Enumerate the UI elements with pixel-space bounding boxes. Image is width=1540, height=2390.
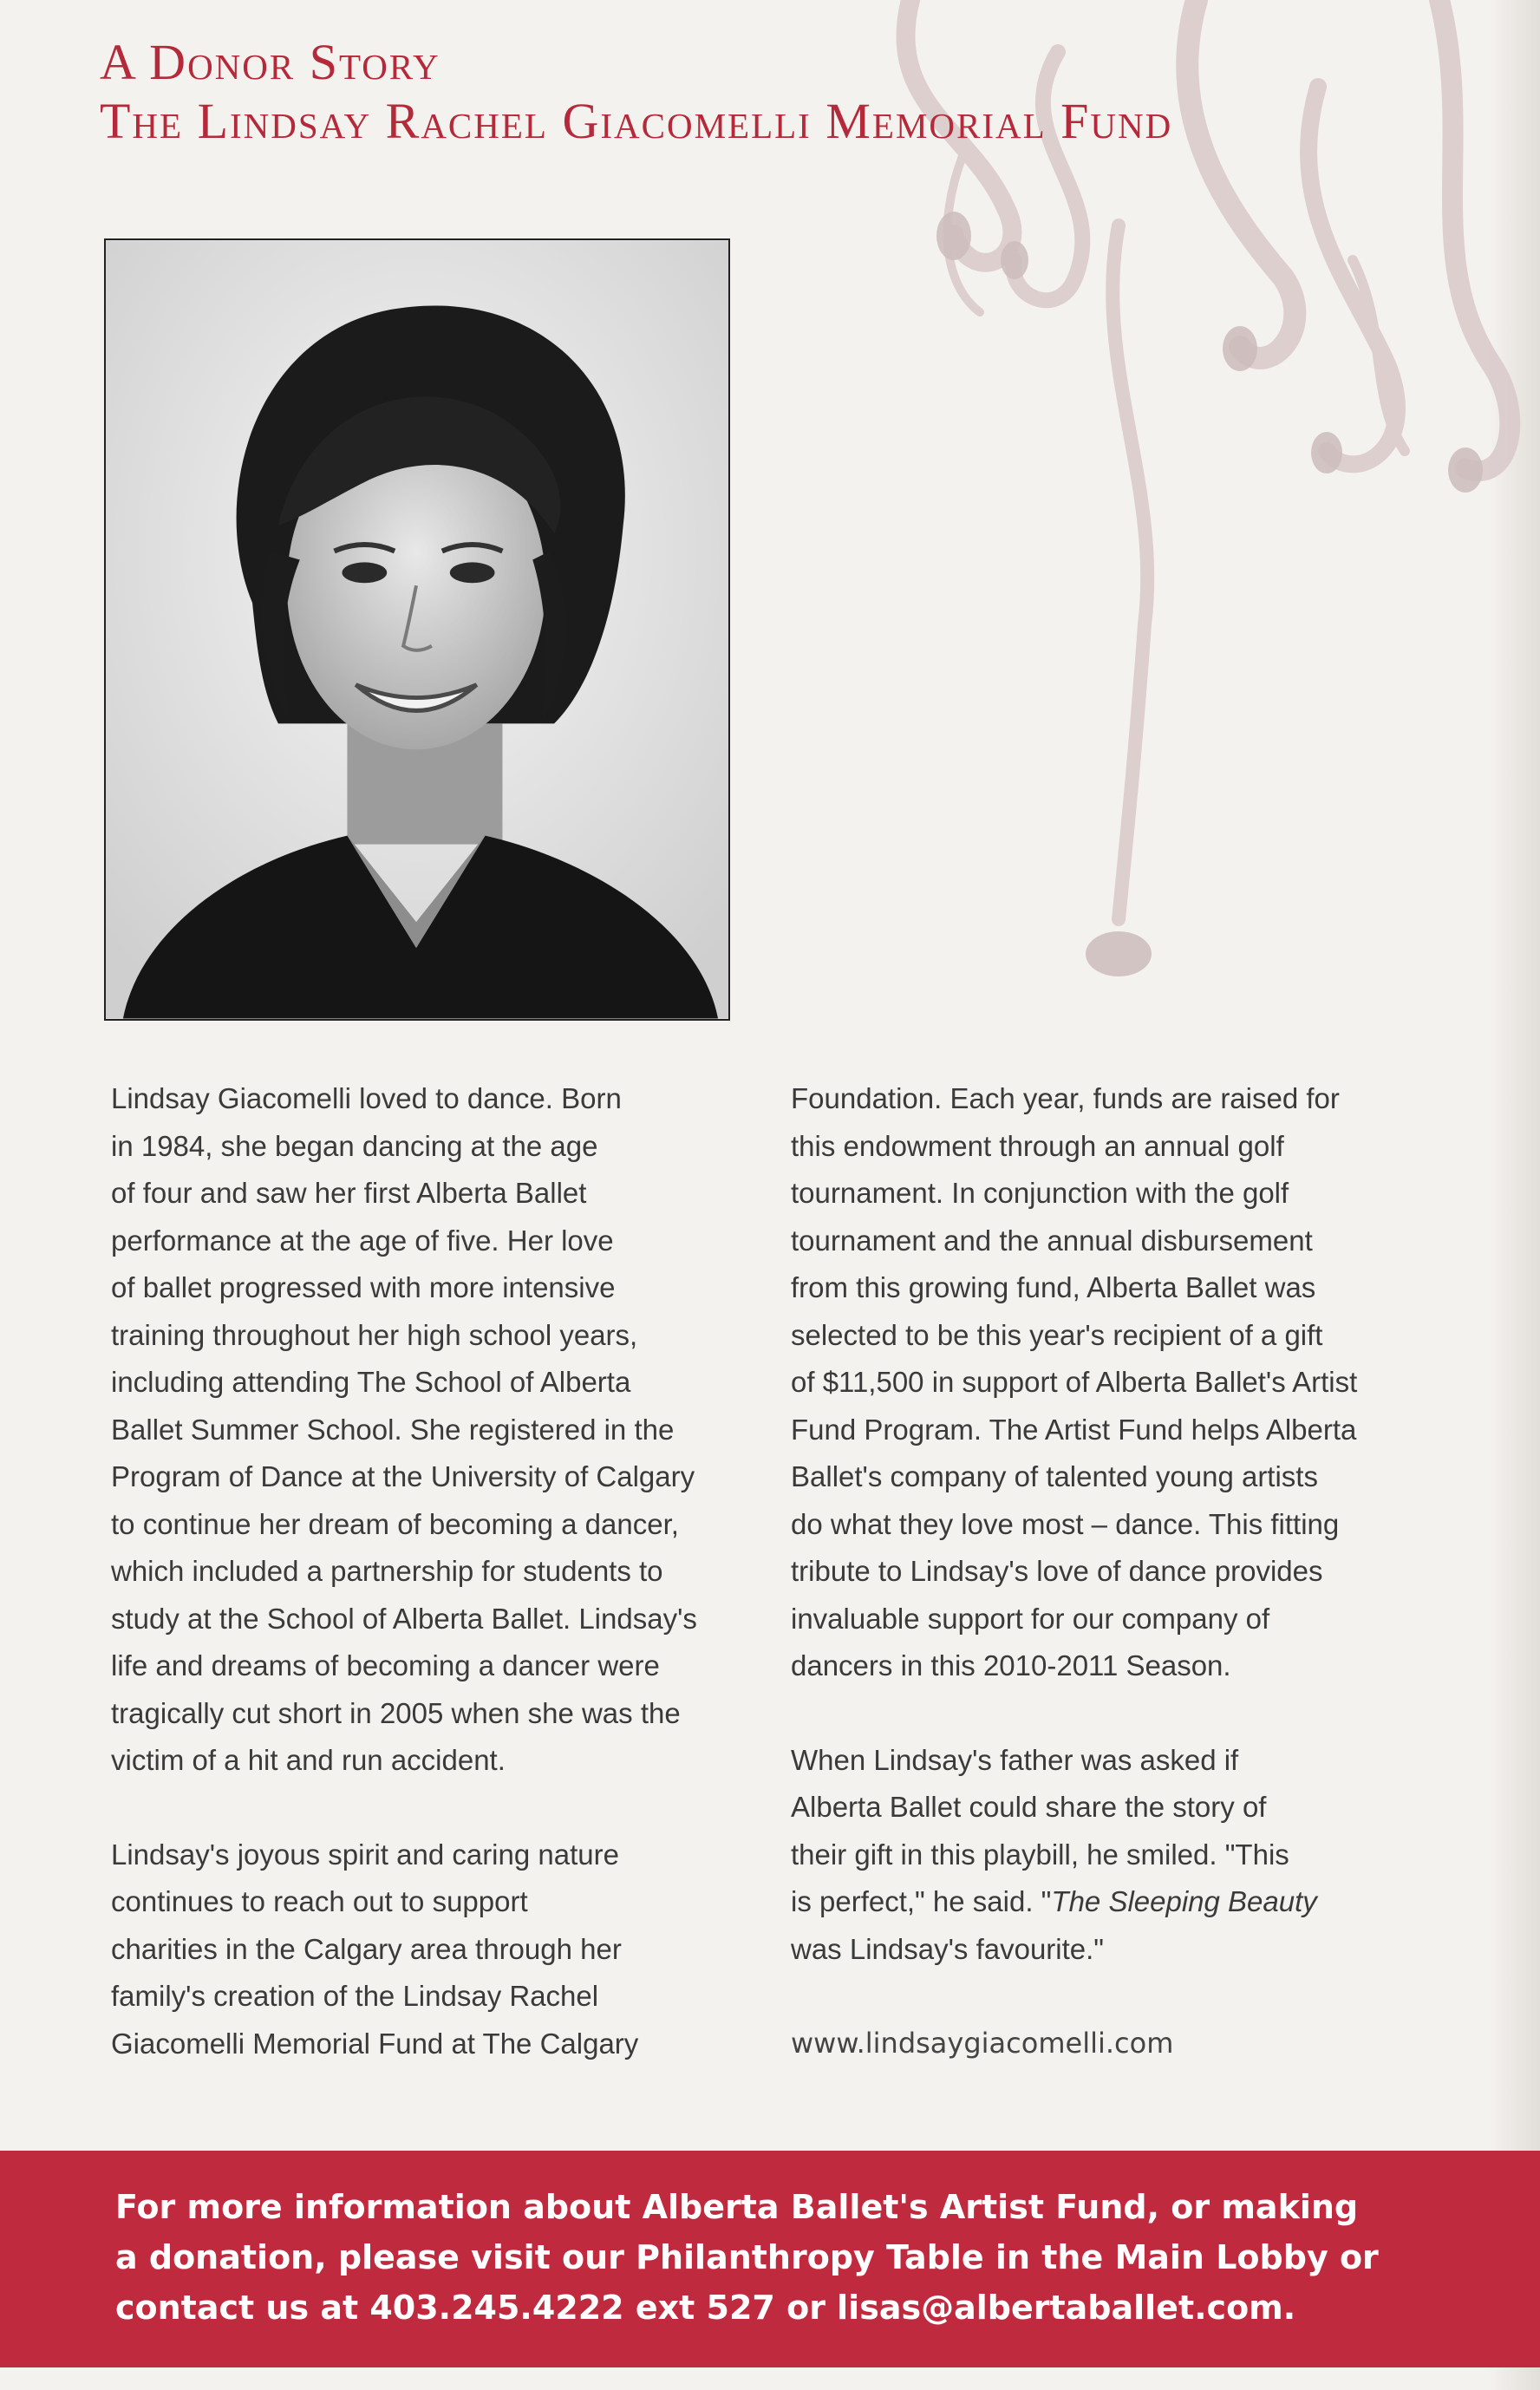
text-line: tournament. In conjunction with the golf <box>791 1177 1289 1209</box>
article-paragraph <box>791 1075 1432 1690</box>
text-line: to continue her dream of becoming a dancer, <box>111 1507 679 1540</box>
text-line: study at the School of Alberta Ballet. Lindsay's <box>111 1602 697 1635</box>
text-line: training throughout her high school years, <box>111 1318 638 1351</box>
article-paragraph <box>791 2020 1432 2067</box>
text-line: Giacomelli Memorial Fund at The Calgary <box>111 2027 639 2060</box>
text-line: including attending The School of Alberta <box>111 1366 631 1398</box>
text-line: tournament and the annual disbursement <box>791 1224 1313 1257</box>
text-line: of four and saw her first Alberta Ballet <box>111 1177 587 1209</box>
text-line: their gift in this playbill, he smiled. "This <box>791 1838 1289 1871</box>
banner-line: contact us at 403.245.4222 ext 527 or lisas@albertaballet.com. <box>115 2289 1296 2327</box>
text-line: which included a partnership for students to <box>111 1555 663 1587</box>
banner-line: For more information about Alberta Ballet's Artist Fund, or making <box>115 2188 1359 2226</box>
text-line: Fund Program. The Artist Fund helps Alberta <box>791 1413 1357 1446</box>
portrait-photo <box>104 238 730 1021</box>
text-line: invaluable support for our company of <box>791 1602 1270 1635</box>
text-line: in 1984, she began dancing at the age <box>111 1129 598 1162</box>
text-line: from this growing fund, Alberta Ballet was <box>791 1271 1316 1303</box>
article-paragraph <box>791 1737 1432 1974</box>
text-line: Ballet's company of talented young artists <box>791 1460 1318 1492</box>
article-paragraph <box>111 1075 753 1785</box>
title-kicker: A Donor Story <box>100 34 440 90</box>
text-line: performance at the age of five. Her love <box>111 1224 614 1257</box>
text-line: dancers in this 2010-2011 Season. <box>791 1649 1231 1681</box>
article-column-left <box>111 1075 753 2067</box>
text-line: was Lindsay's favourite." <box>791 1932 1105 1965</box>
text-line: continues to reach out to support <box>111 1885 528 1917</box>
text-line: Lindsay Giacomelli loved to dance. Born <box>111 1082 622 1114</box>
text-line: tragically cut short in 2005 when she was the <box>111 1696 681 1729</box>
text-line: tribute to Lindsay's love of dance provides <box>791 1555 1323 1587</box>
text-line: charities in the Calgary area through her <box>111 1932 622 1965</box>
page-title <box>100 33 1452 151</box>
text-line: selected to be this year's recipient of a gift <box>791 1318 1323 1351</box>
text-line: of $11,500 in support of Alberta Ballet's Artist <box>791 1366 1358 1398</box>
text-line: Ballet Summer School. She registered in the <box>111 1413 675 1446</box>
title-fund-name: The Lindsay Rachel Giacomelli Memorial Fund <box>100 93 1173 149</box>
text-line: victim of a hit and run accident. <box>111 1744 506 1776</box>
contact-banner-text <box>115 2182 1468 2333</box>
text-line <box>791 1878 1432 1926</box>
text-line: of ballet progressed with more intensive <box>111 1271 616 1303</box>
text-line: Lindsay's joyous spirit and caring nature <box>111 1838 619 1871</box>
text-line: Program of Dance at the University of Calgary <box>111 1460 695 1492</box>
text-line: Alberta Ballet could share the story of <box>791 1791 1267 1823</box>
portrait-illustration <box>106 240 728 1019</box>
text-line: Foundation. Each year, funds are raised for <box>791 1082 1340 1114</box>
text-line: When Lindsay's father was asked if <box>791 1743 1239 1776</box>
article-paragraph <box>111 1832 753 2068</box>
text-line: this endowment through an annual golf <box>791 1129 1284 1162</box>
article-column-right <box>791 1075 1432 2067</box>
text-line: do what they love most – dance. This fitting <box>791 1507 1340 1540</box>
decorative-ink-splash <box>832 0 1540 1023</box>
text-line: family's creation of the Lindsay Rachel <box>111 1980 599 2012</box>
italic-title: The Sleeping Beauty <box>1051 1885 1317 1917</box>
text-fragment: is perfect," he said. " <box>791 1885 1052 1917</box>
banner-line: a donation, please visit our Philanthropy Table in the Main Lobby or <box>115 2238 1379 2276</box>
website-link[interactable]: www.lindsaygiacomelli.com <box>791 2027 1174 2060</box>
text-line: life and dreams of becoming a dancer were <box>111 1649 660 1681</box>
